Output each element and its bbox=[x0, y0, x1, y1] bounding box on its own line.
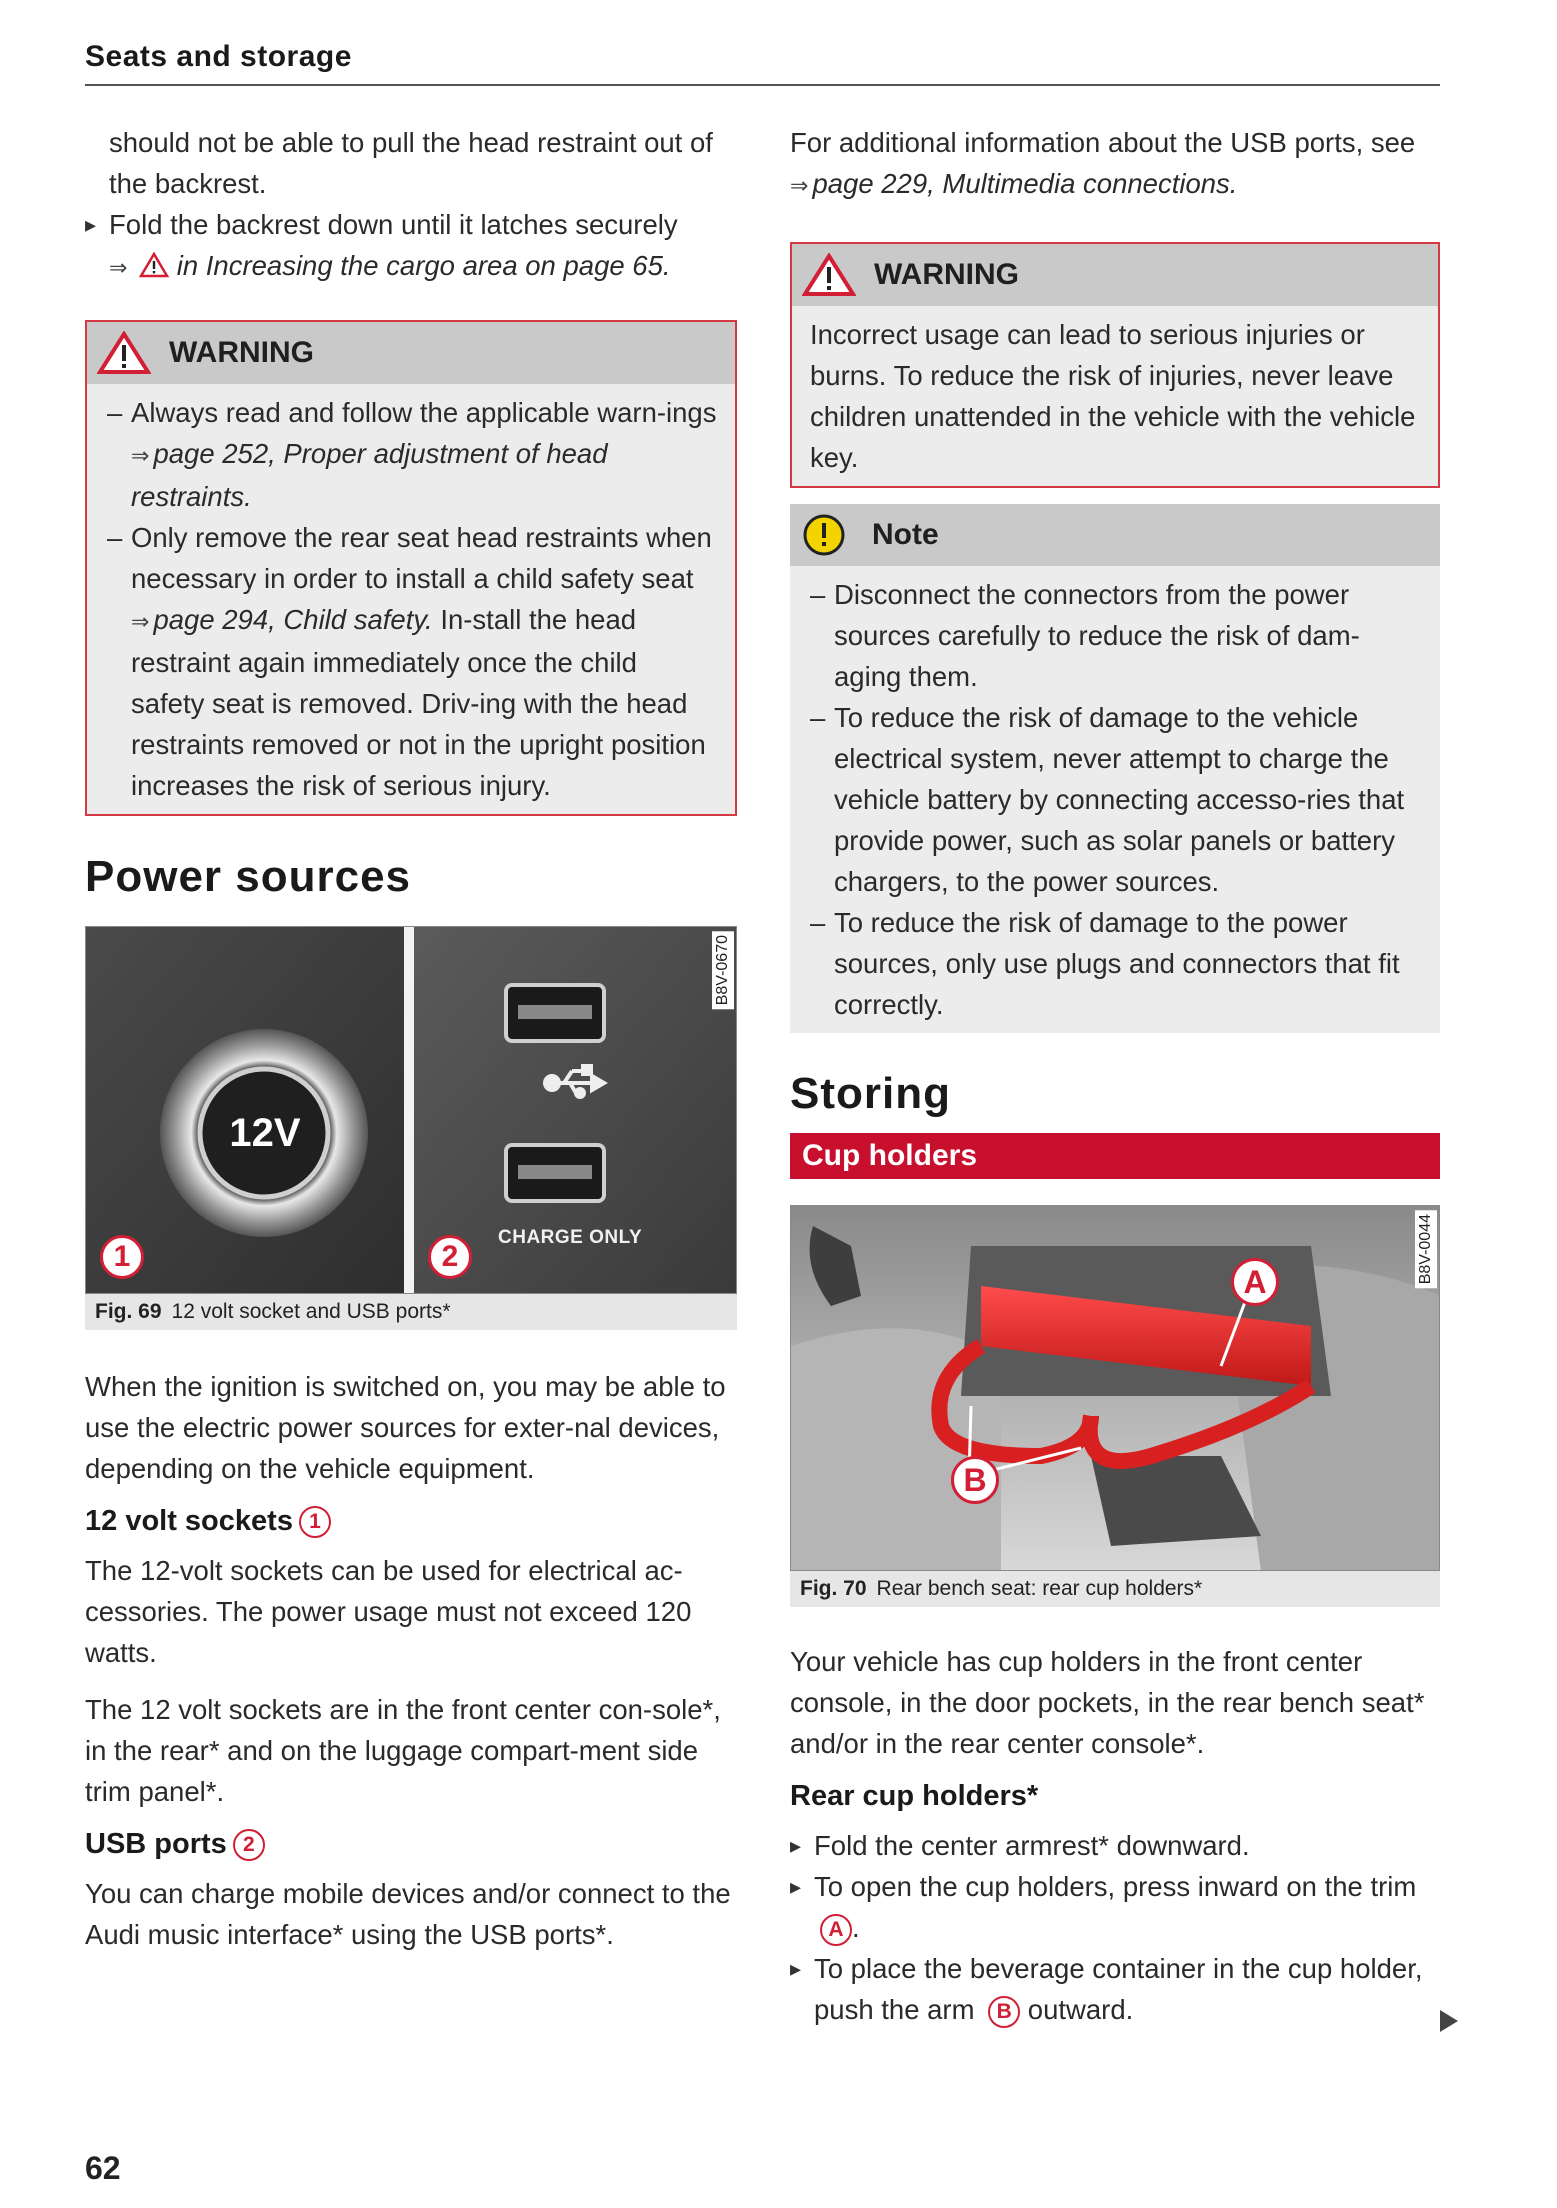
figure-caption bbox=[85, 1294, 737, 1330]
warning-body bbox=[792, 306, 1438, 486]
marker-b: B bbox=[951, 1456, 999, 1504]
marker-a: A bbox=[820, 1914, 852, 1946]
figure-69 bbox=[85, 926, 737, 1330]
arrow-right-icon: ⇒ bbox=[131, 609, 150, 634]
usb-charge-label: CHARGE ONLY bbox=[498, 1227, 643, 1248]
figure-70 bbox=[790, 1205, 1440, 1607]
list-item bbox=[105, 392, 717, 517]
caption-number: Fig. 69 bbox=[95, 1300, 162, 1323]
warning-triangle-icon bbox=[139, 252, 169, 278]
note-box bbox=[790, 504, 1440, 1033]
marker-a: A bbox=[1231, 1258, 1279, 1306]
list-item bbox=[790, 1866, 1440, 1948]
list-item bbox=[105, 517, 717, 806]
arrow-right-icon: ⇒ bbox=[790, 173, 809, 198]
subheading-rear-cup-holders: Rear cup holders* bbox=[790, 1780, 1039, 1812]
arrow-right-icon: ⇒ bbox=[131, 443, 150, 468]
figure-id: B8V-0670 bbox=[712, 931, 734, 1009]
bullet-text: Fold the backrest down until it latches securely bbox=[109, 209, 678, 240]
section-title-storing: Storing bbox=[790, 1069, 951, 1118]
warning-text: Incorrect usage can lead to serious injuries or burns. To reduce the risk of injuries, never leave children unattended in the vehicle with the vehicle key. bbox=[810, 319, 1416, 473]
running-header: Seats and storage bbox=[85, 40, 352, 73]
step-text: To place the beverage container in the cup holder, push the arm bbox=[814, 1953, 1423, 2025]
right-column bbox=[790, 122, 1440, 2030]
page-number: 62 bbox=[85, 2150, 121, 2186]
cross-ref-link[interactable]: page 252, Proper adjustment of head restraints. bbox=[131, 438, 608, 512]
warning-header bbox=[792, 244, 1438, 306]
list-item: ▸ Fold the center armrest* downward. bbox=[790, 1825, 1440, 1866]
step-text: outward. bbox=[1027, 1994, 1134, 2025]
note-body bbox=[790, 566, 1440, 1033]
warning-box bbox=[790, 242, 1440, 488]
warning-box bbox=[85, 320, 737, 816]
figure-image bbox=[790, 1205, 1440, 1571]
step-text: . bbox=[852, 1912, 860, 1943]
usb-info-text: For additional information about the USB ports, see bbox=[790, 127, 1416, 158]
cross-ref-link[interactable]: page 229, Multimedia connections. bbox=[812, 168, 1238, 199]
fold-bullet-list bbox=[85, 204, 737, 288]
subheading-12v bbox=[85, 1505, 737, 1538]
warning-text: Only remove the rear seat head restraints when necessary in order to install a child safety seat bbox=[131, 522, 712, 594]
subsection-bar-cup-holders: Cup holders bbox=[790, 1133, 1440, 1179]
list-item bbox=[85, 204, 737, 288]
arrow-right-icon: ⇒ bbox=[109, 255, 128, 280]
note-title: Note bbox=[872, 518, 939, 551]
marker-2: 2 bbox=[233, 1829, 265, 1861]
marker-2: 2 bbox=[428, 1235, 472, 1279]
section-title-power-sources: Power sources bbox=[85, 852, 412, 901]
warning-title: WARNING bbox=[874, 258, 1019, 291]
usb-info-paragraph bbox=[790, 122, 1440, 206]
cup-intro: Your vehicle has cup holders in the front center console, in the door pockets, in the rear bench seat* and/or in the rear center console*. bbox=[790, 1646, 1425, 1759]
subheading-text: 12 volt sockets bbox=[85, 1505, 293, 1537]
sockets-paragraph-2: The 12 volt sockets are in the front center con-sole*, in the rear* and on the luggage compart-ment side trim panel*. bbox=[85, 1694, 721, 1807]
caption-number: Fig. 70 bbox=[800, 1577, 867, 1600]
usb-paragraph: You can charge mobile devices and/or connect to the Audi music interface* using the USB ports*. bbox=[85, 1878, 731, 1950]
exclamation-circle-icon bbox=[800, 513, 854, 557]
figure-id: B8V-0044 bbox=[1415, 1210, 1437, 1288]
header-rule bbox=[85, 84, 1440, 86]
socket-label: 12V bbox=[229, 1111, 301, 1155]
sockets-paragraph-1: The 12-volt sockets can be used for electrical ac-cessories. The power usage must not exceed 120 watts. bbox=[85, 1555, 692, 1668]
marker-1: 1 bbox=[299, 1506, 331, 1538]
subheading-text: USB ports bbox=[85, 1828, 227, 1860]
note-header bbox=[790, 504, 1440, 566]
warning-triangle-icon bbox=[802, 253, 856, 297]
list-item: – To reduce the risk of damage to the power sources, only use plugs and connectors that fit correctly. bbox=[808, 902, 1422, 1025]
list-item: – Disconnect the connectors from the power sources carefully to reduce the risk of dam-aging them. bbox=[808, 574, 1422, 697]
list-item bbox=[790, 1948, 1440, 2030]
warning-header bbox=[87, 322, 735, 384]
warning-title: WARNING bbox=[169, 336, 314, 369]
marker-b: B bbox=[988, 1996, 1020, 2028]
cup-holder-illustration bbox=[791, 1206, 1440, 1571]
subheading-usb bbox=[85, 1828, 737, 1861]
step-text: To open the cup holders, press inward on the trim bbox=[814, 1871, 1417, 1902]
caption-text: Rear bench seat: rear cup holders* bbox=[876, 1577, 1203, 1600]
figure-caption bbox=[790, 1571, 1440, 1607]
continue-arrow-icon bbox=[1440, 2010, 1458, 2032]
figure-image bbox=[85, 926, 737, 1294]
warning-text: In-stall the head restraint again immediately once the child safety seat is removed. Driv-ing with the head restraints removed or not in the upright position increases the risk of serious injury. bbox=[131, 604, 706, 801]
warning-triangle-icon bbox=[97, 331, 151, 375]
warning-body bbox=[87, 384, 735, 814]
left-column bbox=[85, 122, 737, 1955]
list-item: – To reduce the risk of damage to the vehicle electrical system, never attempt to charge the vehicle battery by connecting accesso-ries that provide power, such as solar panels or battery chargers, to the power sources. bbox=[808, 697, 1422, 902]
cup-holder-steps bbox=[790, 1825, 1440, 2030]
warning-text: Always read and follow the applicable warn-ings bbox=[131, 397, 717, 428]
cross-ref-link[interactable]: page 294, Child safety. bbox=[153, 604, 433, 635]
intro-paragraph: should not be able to pull the head restraint out of the backrest. bbox=[109, 127, 713, 199]
cross-ref-link[interactable]: in Increasing the cargo area on page 65. bbox=[176, 250, 671, 281]
power-intro: When the ignition is switched on, you may be able to use the electric power sources for exter-nal devices, depending on the vehicle equipment. bbox=[85, 1371, 726, 1484]
marker-1: 1 bbox=[100, 1235, 144, 1279]
caption-text: 12 volt socket and USB ports* bbox=[171, 1300, 451, 1323]
